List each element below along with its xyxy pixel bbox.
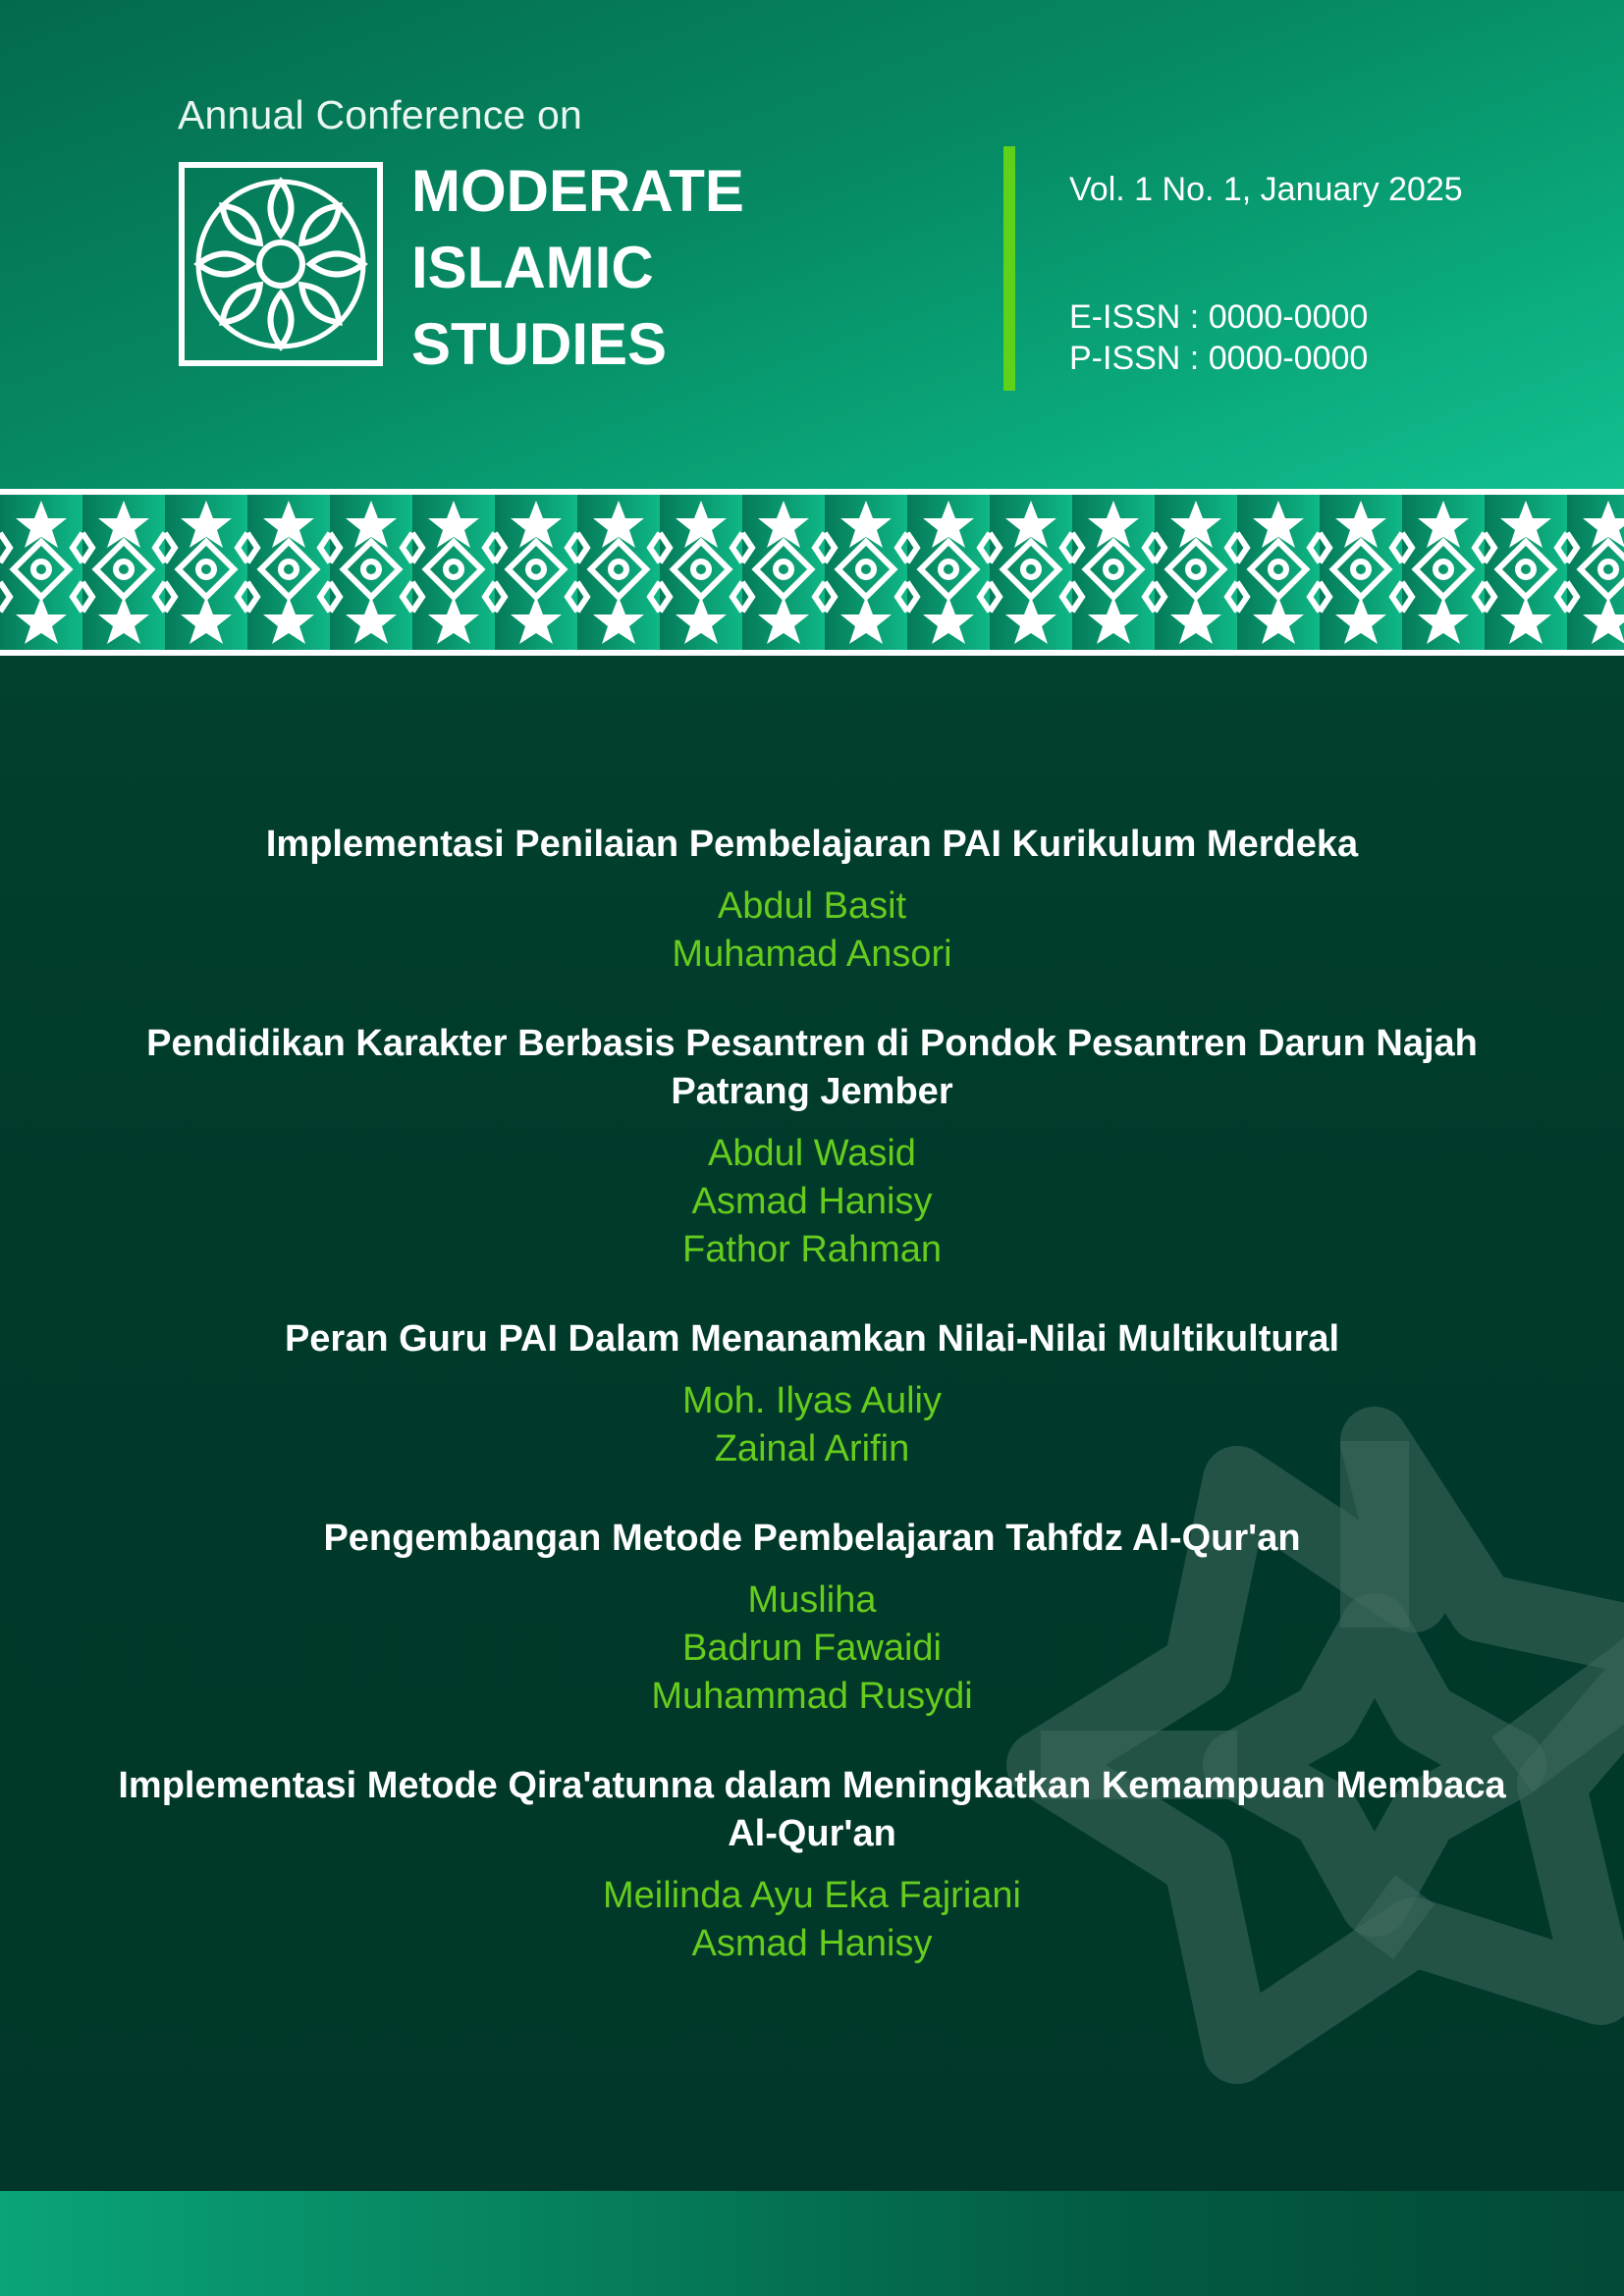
title-line-1: MODERATE [411, 158, 744, 224]
article-author: Fathor Rahman [681, 1229, 942, 1270]
article-author: Zainal Arifin [714, 1428, 910, 1469]
article-title: Implementasi Penilaian Pembelajaran PAI Kurikulum Merdeka [265, 824, 1359, 865]
article-title: Pendidikan Karakter Berbasis Pesantren di Pondok Pesantren Darun Najah Patrang Jember [146, 1023, 1478, 1112]
vertical-divider [1003, 146, 1015, 391]
cover-header [0, 0, 1624, 489]
article-author: Abdul Wasid [708, 1133, 916, 1174]
article-author: Abdul Basit [717, 885, 907, 927]
issn-block [1069, 296, 1368, 379]
article-item [118, 1020, 1506, 1274]
article-author: Musliha [747, 1579, 877, 1621]
article-item [118, 821, 1506, 979]
footer-band [0, 2191, 1624, 2296]
title-line-3: STUDIES [411, 311, 668, 377]
article-author: Moh. Ilyas Auliy [682, 1380, 942, 1421]
article-item [118, 1515, 1506, 1721]
article-title: Implementasi Metode Qira'atunna dalam Meningkatkan Kemampuan Membaca Al-Qur'an [118, 1765, 1506, 1854]
e-issn: E-ISSN : 0000-0000 [1069, 298, 1369, 336]
article-author: Muhamad Ansori [672, 934, 952, 975]
conference-subtitle: Annual Conference on [178, 92, 583, 137]
journal-logo-icon [179, 162, 383, 366]
journal-title [411, 153, 744, 383]
article-title: Pengembangan Metode Pembelajaran Tahfdz Al-Qur'an [323, 1518, 1301, 1559]
article-author: Muhammad Rusydi [651, 1676, 973, 1717]
title-line-2: ISLAMIC [411, 235, 654, 300]
article-author: Meilinda Ayu Eka Fajriani [603, 1875, 1021, 1916]
article-item [118, 1315, 1506, 1473]
volume-info: Vol. 1 No. 1, January 2025 [1069, 171, 1463, 208]
article-item [118, 1762, 1506, 1968]
islamic-pattern-band [0, 489, 1624, 656]
article-author: Asmad Hanisy [691, 1923, 933, 1964]
article-list [118, 821, 1506, 2009]
p-issn: P-ISSN : 0000-0000 [1069, 340, 1369, 377]
table-of-contents-area [0, 656, 1624, 2191]
article-author: Badrun Fawaidi [681, 1628, 943, 1669]
article-title: Peran Guru PAI Dalam Menanamkan Nilai-Nilai Multikultural [284, 1318, 1340, 1360]
article-author: Asmad Hanisy [691, 1181, 933, 1222]
